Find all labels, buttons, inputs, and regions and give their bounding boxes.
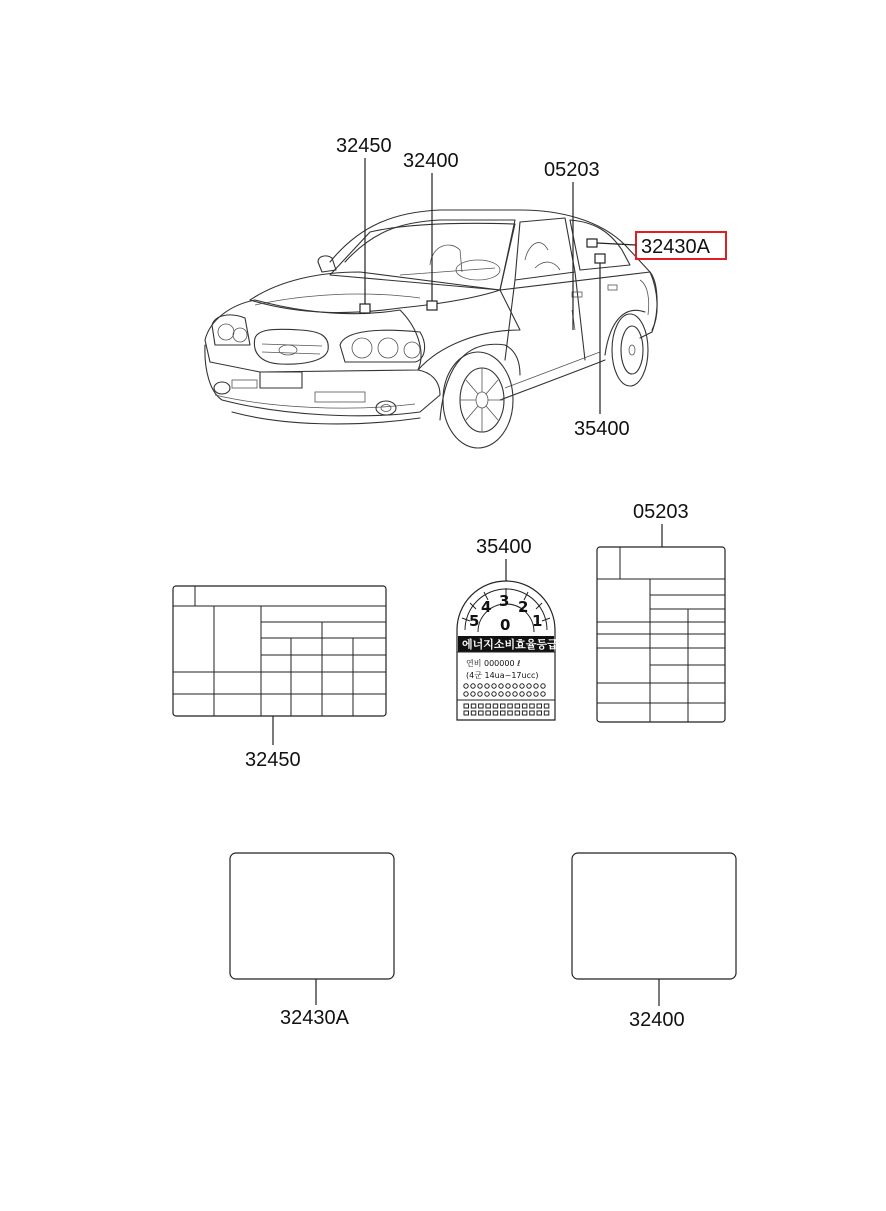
marker-32400	[427, 301, 437, 310]
label-32430A-blank	[230, 853, 394, 1029]
callout-32430A-car: 32430A	[641, 236, 710, 258]
fuel-line: 연비 000000 ℓ	[466, 659, 521, 668]
callout-35400-car: 35400	[574, 418, 630, 440]
dial-number-2: 2	[518, 598, 529, 616]
dial-number-1: 1	[532, 612, 543, 630]
energy-header-text: 에너지소비효율등급	[462, 638, 558, 651]
callout-32450-car: 32450	[336, 135, 392, 157]
car-callouts	[336, 135, 726, 440]
label-35400-energy	[457, 536, 558, 720]
callout-05203-car: 05203	[544, 159, 600, 181]
callout-32400-label: 32400	[629, 1009, 685, 1031]
dial-number-3: 3	[499, 592, 510, 610]
dial-center-value: 0	[500, 616, 511, 634]
class-line: (4군 14ua~17ucc)	[466, 671, 539, 680]
callout-35400-label: 35400	[476, 536, 532, 558]
dial-number-4: 4	[481, 598, 492, 616]
label-32450-table	[173, 586, 386, 771]
marker-32450	[360, 304, 370, 313]
label-32400-blank	[572, 853, 736, 1031]
marker-32430A	[587, 239, 597, 247]
marker-35400	[595, 254, 605, 263]
callout-32450-label: 32450	[245, 749, 301, 771]
label-05203-table	[597, 501, 725, 722]
callout-32430A-label: 32430A	[280, 1007, 349, 1029]
dial-number-5: 5	[469, 612, 480, 630]
callout-32400-car: 32400	[403, 150, 459, 172]
callout-05203-label: 05203	[633, 501, 689, 523]
